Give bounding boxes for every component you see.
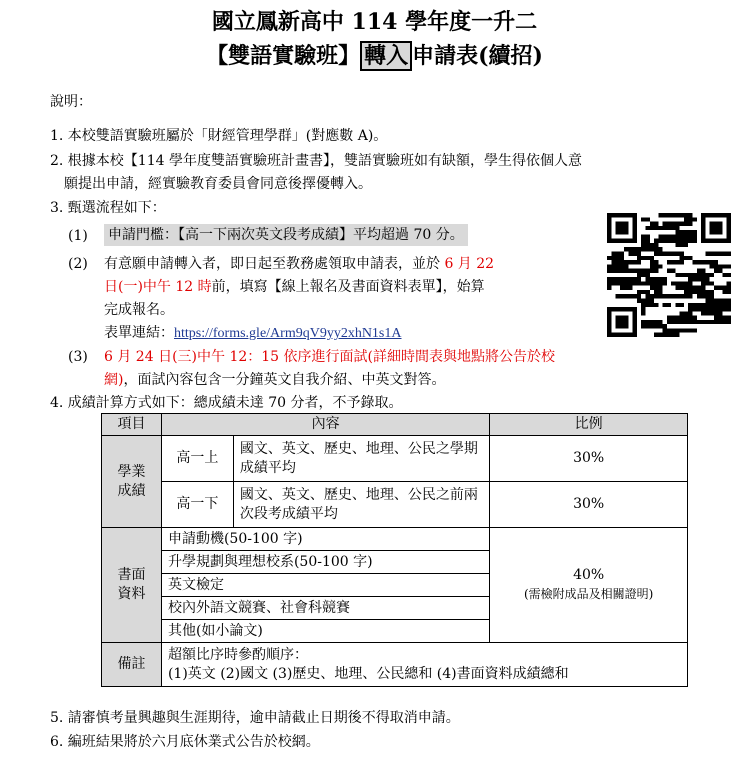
item-2-line-2: 願提出申請，經實驗教育委員會同意後擇優轉入。 (64, 176, 372, 192)
step-2-line-1 (104, 254, 494, 274)
title-tail: 申請表(續招) (412, 43, 543, 69)
step-2-number: (2) (68, 256, 88, 272)
qr-code-image (606, 213, 732, 337)
item-1: 1. 本校雙語實驗班屬於「財經管理學群」(對應數 A)。 (50, 128, 388, 144)
step-2-line-1-text: 有意願申請轉入者，即日起至教務處領取申請表，並於 (104, 256, 440, 272)
semester-1-ratio: 30% (490, 436, 688, 482)
step-2-deadline-date: 6 月 22 (444, 256, 495, 272)
step-3-line-2-text: ，面試內容包含一分鐘英文自我介紹、中英文對答。 (123, 372, 446, 388)
title-bracket-part: 【雙語實驗班】 (206, 43, 361, 69)
step-2-deadline-time: 日(一)中午 12 時 (104, 279, 212, 295)
step-2-line-2 (104, 277, 485, 297)
step-3-number: (3) (68, 349, 88, 365)
section-label: 說明： (50, 94, 92, 110)
item-4: 4. 成績計算方式如下：總成績未達 70 分者，不予錄取。 (50, 395, 403, 411)
step-3-line-2 (104, 370, 445, 390)
item-6: 6. 編班結果將於六月底休業式公告於校網。 (50, 734, 320, 750)
semester-2-content: 國文、英文、歷史、地理、公民之前兩次段考成績平均 (233, 482, 489, 528)
semester-1: 高一上 (161, 436, 233, 482)
step-1-number: (1) (68, 228, 88, 244)
title-line-1: 國立鳳新高中 114 學年度一升二 (211, 9, 538, 35)
note-content (161, 643, 687, 687)
documents-ratio: 40% (573, 567, 605, 583)
step-2-line-3: 完成報名。 (104, 302, 174, 318)
step-3-line-1: 6 月 24 日(三)中午 12：15 依序進行面試(詳細時間表與地點將公告於校 (104, 349, 555, 365)
form-link[interactable]: https://forms.gle/Arm9qV9yy2xhN1s1A (174, 326, 402, 341)
form-link-label: 表單連結： (104, 325, 174, 341)
item-3: 3. 甄選流程如下： (50, 200, 166, 216)
documents-label: 書面資料 (102, 528, 162, 643)
item-5: 5. 請審慎考量興趣與生涯期待，逾申請截止日期後不得取消申請。 (50, 710, 460, 726)
note-line-1: 超額比序時參酌順序： (167, 646, 308, 663)
header-ratio: 比例 (490, 414, 688, 436)
step-2-line-4 (104, 323, 402, 344)
note-label: 備註 (102, 643, 162, 687)
score-table (101, 413, 688, 687)
semester-1-content: 國文、英文、歷史、地理、公民之學期成績平均 (233, 436, 489, 482)
step-1-text: 申請門檻：【高一下兩次英文段考成績】平均超過 70 分。 (104, 224, 468, 246)
step-2-line-2-text: 前，填寫【線上報名及書面資料表單】，始算 (211, 279, 485, 295)
semester-2-ratio: 30% (490, 482, 688, 528)
document-item: 申請動機(50-100 字) (161, 528, 489, 551)
document-item: 英文檢定 (161, 574, 489, 597)
header-item: 項目 (102, 414, 162, 436)
note-line-2: (1)英文 (2)國文 (3)歷史、地理、公民總和 (4)書面資料成績總和 (167, 665, 569, 682)
semester-2: 高一下 (161, 482, 233, 528)
document-item: 其他(如小論文) (161, 620, 489, 643)
step-3-line-2-red: 網) (104, 372, 124, 388)
item-2-line-1: 2. 根據本校【114 學年度雙語實驗班計畫書】，雙語實驗班如有缺額，學生得依個人意 (50, 153, 582, 169)
documents-note: (需檢附成品及相關證明) (523, 587, 654, 601)
documents-ratio-cell (490, 528, 688, 643)
document-item: 升學規劃與理想校系(50-100 字) (161, 551, 489, 574)
title-line-2 (0, 42, 749, 70)
title-boxed-word: 轉入 (360, 41, 412, 71)
document-item: 校內外語文競賽、社會科競賽 (161, 597, 489, 620)
header-content: 內容 (161, 414, 489, 436)
academic-label: 學業成績 (102, 436, 162, 528)
